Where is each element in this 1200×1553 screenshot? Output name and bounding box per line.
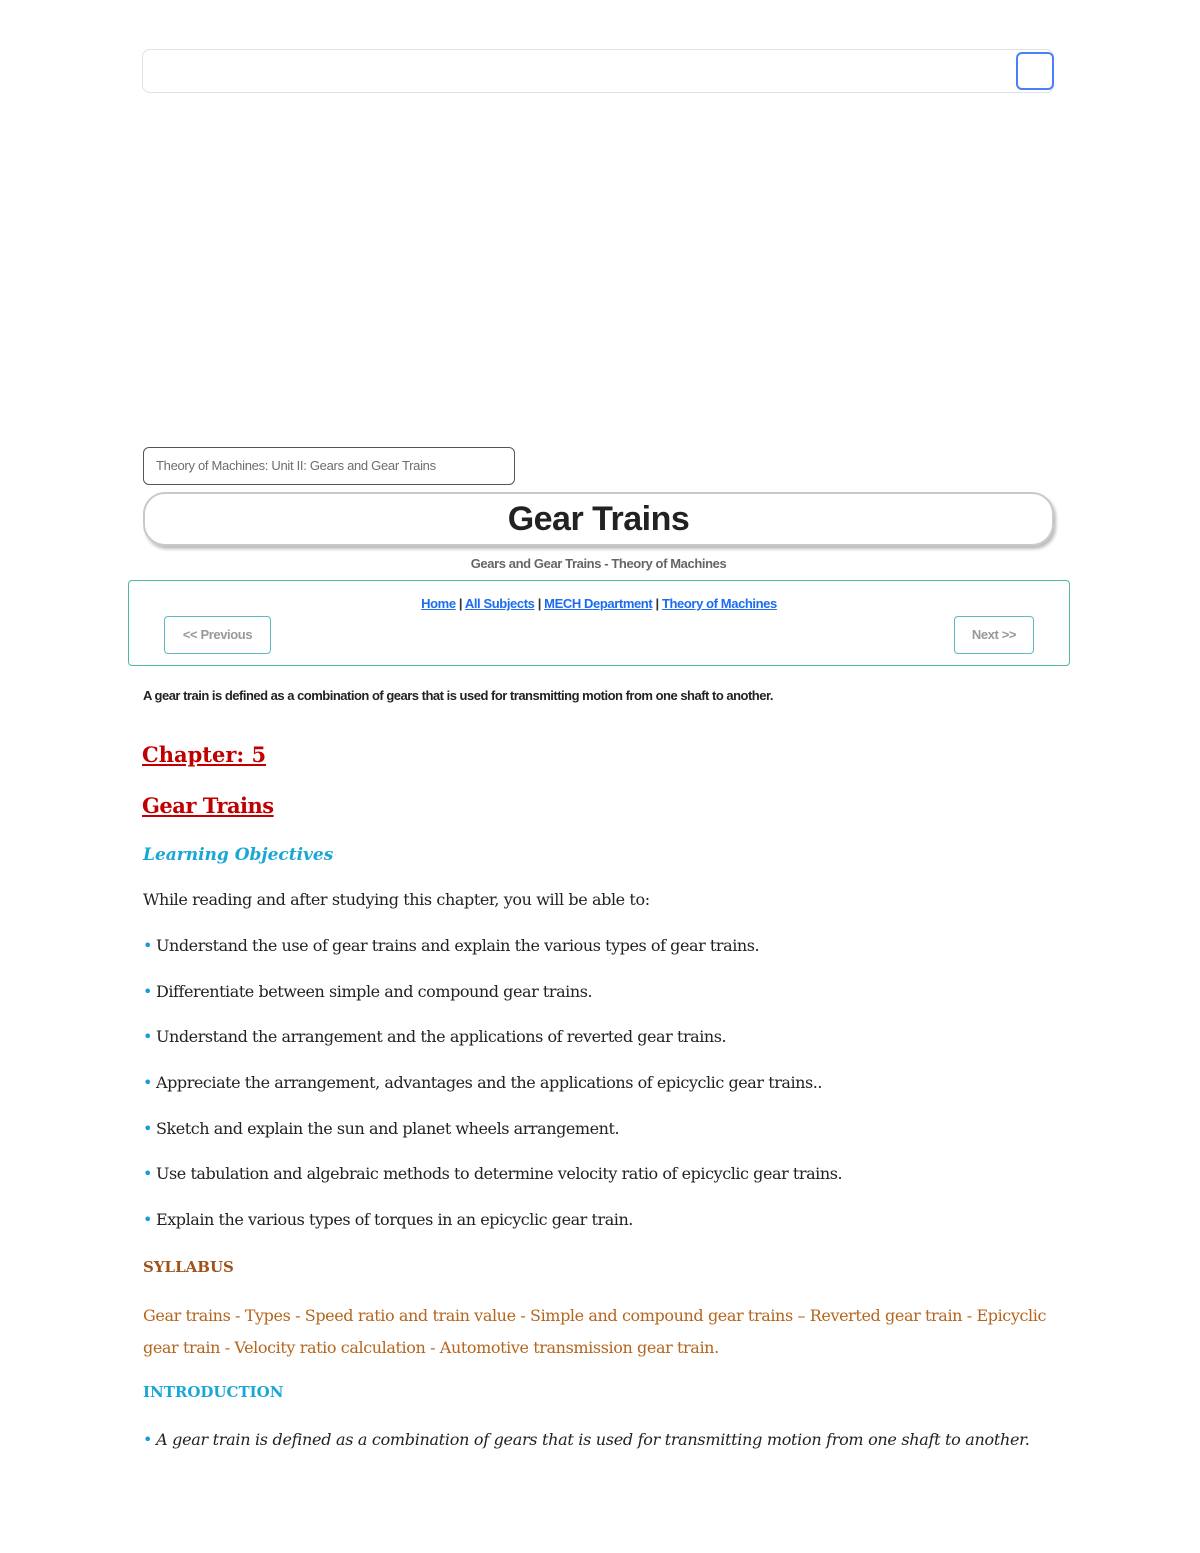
search-bar[interactable]	[142, 49, 1054, 93]
list-item	[143, 982, 842, 1028]
category-tag[interactable]: Theory of Machines: Unit II: Gears and Gear Trains	[143, 447, 515, 485]
bullet-icon: •	[143, 936, 152, 955]
chapter-number: Chapter: 5	[142, 742, 267, 767]
page-title: Gear Trains	[507, 500, 690, 538]
objective-text: Understand the use of gear trains and explain the various types of gear trains.	[156, 936, 760, 955]
breadcrumb	[129, 596, 1069, 611]
chapter-title: Gear Trains	[142, 793, 274, 818]
objective-text: Explain the various types of torques in an epicyclic gear train.	[156, 1210, 633, 1230]
bullet-icon: •	[143, 1430, 153, 1449]
bullet-icon: •	[143, 1073, 152, 1093]
breadcrumb-separator: |	[458, 596, 463, 611]
learning-objectives-list	[143, 936, 842, 1256]
list-item	[143, 1164, 842, 1210]
breadcrumb-home[interactable]: Home	[421, 596, 456, 611]
bullet-icon: •	[143, 1210, 152, 1230]
list-item	[143, 1210, 842, 1256]
bullet-icon: •	[143, 1118, 152, 1138]
syllabus-heading: SYLLABUS	[143, 1258, 234, 1276]
list-item	[143, 1027, 842, 1073]
bullet-icon: •	[143, 1027, 152, 1047]
title-box	[143, 492, 1054, 546]
navigation-box	[128, 580, 1070, 666]
previous-button[interactable]: << Previous	[164, 616, 271, 654]
objective-text: Sketch and explain the sun and planet wheels arrangement.	[156, 1118, 620, 1138]
search-button[interactable]	[1016, 52, 1054, 90]
objective-text: Use tabulation and algebraic methods to determine velocity ratio of epicyclic gear trains.	[156, 1164, 843, 1184]
breadcrumb-mech-department[interactable]: MECH Department	[544, 596, 653, 611]
learning-objectives-heading: Learning Objectives	[143, 845, 334, 865]
objective-text: Differentiate between simple and compound gear trains.	[156, 981, 593, 1001]
list-item	[143, 1119, 842, 1165]
breadcrumb-separator: |	[537, 596, 541, 611]
objective-text: Understand the arrangement and the applications of reverted gear trains.	[156, 1027, 727, 1047]
breadcrumb-theory-of-machines[interactable]: Theory of Machines	[661, 596, 777, 611]
introduction-heading: INTRODUCTION	[143, 1383, 284, 1401]
objective-text: Appreciate the arrangement, advantages and the applications of epicyclic gear trains..	[156, 1073, 823, 1093]
page-subtitle: Gears and Gear Trains - Theory of Machines	[470, 556, 727, 571]
syllabus-text: Gear trains - Types - Speed ratio and train value - Simple and compound gear trains – Reverted gear train - Epicyclic gear train - Velocity ratio calculation - Automotive transmission gear train.	[143, 1306, 1047, 1357]
breadcrumb-separator: |	[655, 596, 659, 611]
next-button[interactable]: Next >>	[954, 616, 1034, 654]
learning-objectives-intro: While reading and after studying this chapter, you will be able to:	[143, 890, 650, 909]
list-item	[143, 936, 842, 982]
breadcrumb-all-subjects[interactable]: All Subjects	[464, 596, 535, 611]
summary-text: A gear train is defined as a combination of gears that is used for transmitting motion from one shaft to another.	[143, 688, 773, 703]
introduction-definition	[143, 1424, 1055, 1456]
bullet-icon: •	[143, 981, 152, 1001]
bullet-icon: •	[143, 1164, 152, 1184]
list-item	[143, 1073, 842, 1119]
definition-text: A gear train is defined as a combination of gears that is used for transmitting motion from one shaft to another.	[156, 1430, 1030, 1449]
